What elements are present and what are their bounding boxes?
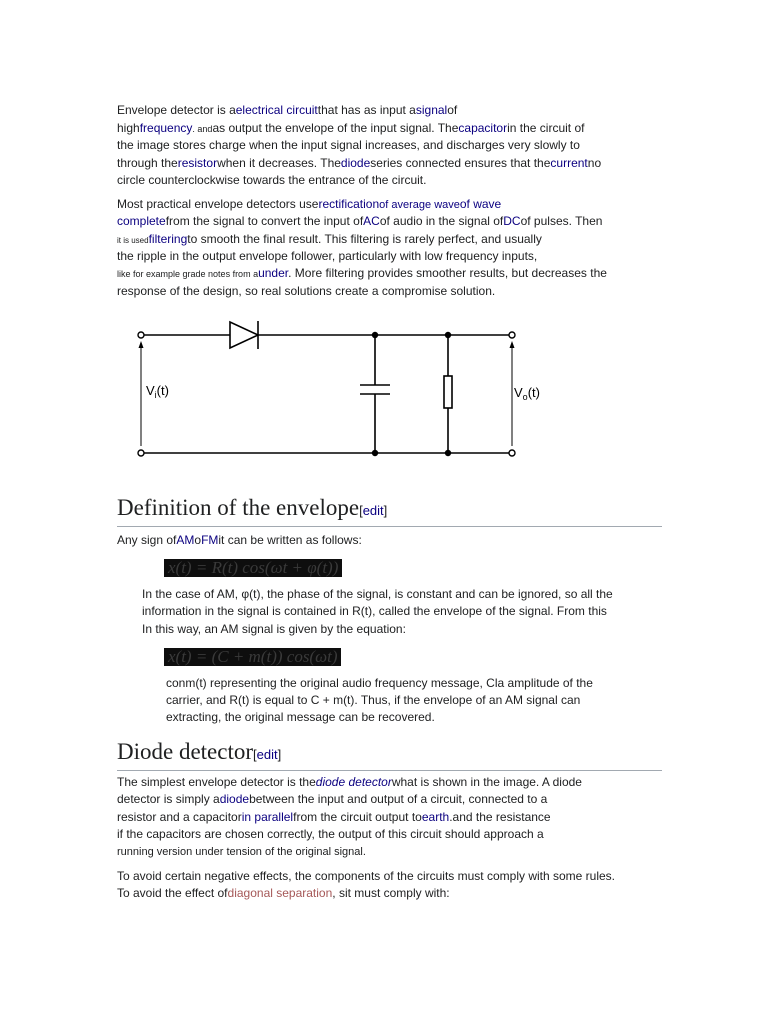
heading-definition-of-envelope: Definition of the envelope[edit]	[117, 494, 662, 527]
formula-am-fm-signal: x(t) = R(t) cos(ωt + φ(t))	[164, 559, 342, 577]
link-frequency[interactable]: frequency	[139, 121, 193, 135]
link-dc[interactable]: DC	[503, 214, 521, 228]
intro-p1-line-2: highfrequency. andas output the envelope of the input signal. Thecapacitorin the circuit of	[117, 121, 585, 135]
junction-node	[372, 450, 378, 456]
link-electrical-circuit[interactable]: electrical circuit	[235, 103, 318, 117]
edit-link-definition[interactable]: edit	[362, 503, 384, 518]
link-earth[interactable]: earth	[421, 810, 450, 824]
input-terminal-top	[138, 332, 144, 338]
heading-diode-detector: Diode detector[edit]	[117, 738, 662, 771]
intro-p2-line-2: completefrom the signal to convert the input ofACof audio in the signal ofDCof pulses. Then	[117, 214, 603, 228]
edit-section-link: [edit]	[359, 503, 388, 518]
intro-p2-line-3: it is usedfilteringto smooth the final result. This filtering is rarely perfect, and usually	[117, 232, 542, 246]
resistor-symbol	[444, 376, 452, 408]
link-signal[interactable]: signal	[415, 103, 448, 117]
link-diagonal-separation[interactable]: diagonal separation	[227, 886, 333, 900]
section1-line-1: Any sign ofAMoFMit can be written as follows:	[117, 533, 362, 547]
section2-line-1: The simplest envelope detector is thediode detectorwhat is shown in the image. A diode	[117, 775, 582, 789]
link-resistor[interactable]: resistor	[177, 156, 218, 170]
link-fm[interactable]: FM	[201, 533, 219, 547]
link-diode-2[interactable]: diode	[219, 792, 250, 806]
output-terminal-bottom	[509, 450, 515, 456]
section2-line-5: running version under tension of the original signal.	[117, 846, 366, 858]
intro-p1-line-5: circle counterclockwise towards the entrance of the circuit.	[117, 173, 427, 187]
link-current[interactable]: current	[550, 156, 588, 170]
output-voltage-label: $V_o(t)$	[514, 385, 540, 402]
link-ac[interactable]: AC	[363, 214, 380, 228]
section1-line-2: In the case of AM, φ(t), the phase of the signal, is constant and can be ignored, so all the	[142, 587, 613, 601]
section2-line-6: To avoid certain negative effects, the components of the circuits must comply with some rules.	[117, 869, 616, 883]
formula-am-equation: x(t) = (C + m(t)) cos(ωt)	[164, 648, 341, 666]
section2-line-4: if the capacitors are chosen correctly, the output of this circuit should approach a	[117, 827, 544, 841]
section2-line-7: To avoid the effect ofdiagonal separation, sit must comply with:	[117, 886, 450, 900]
link-in-parallel[interactable]: in parallel	[241, 810, 294, 824]
diode-symbol	[230, 322, 258, 348]
section1-line-5: conm(t) representing the original audio frequency message, Cla amplitude of the	[166, 676, 593, 690]
section1-line-6: carrier, and R(t) is equal to C + m(t). Thus, if the envelope of an AM signal can	[166, 693, 581, 707]
intro-p1-line-4: through theresistorwhen it decreases. Thediodeseries connected ensures that thecurrentno	[117, 156, 602, 170]
link-diode[interactable]: diode	[340, 156, 371, 170]
link-rectification[interactable]: rectification	[318, 197, 380, 211]
section1-line-7: extracting, the original message can be recovered.	[166, 710, 435, 724]
section1-line-3: information in the signal is contained in R(t), called the envelope of the signal. From this	[142, 604, 607, 618]
section2-line-2: detector is simply adiodebetween the input and output of a circuit, connected to a	[117, 792, 548, 806]
link-diode-detector[interactable]: diode detector	[315, 775, 392, 789]
link-of-wave[interactable]: of wave	[459, 197, 502, 211]
link-capacitor[interactable]: capacitor	[458, 121, 508, 135]
link-filtering[interactable]: filtering	[148, 232, 188, 246]
input-terminal-bottom	[138, 450, 144, 456]
output-terminal-top	[509, 332, 515, 338]
intro-p2-line-5: like for example grade notes from aunder. More filtering provides smoother results, but decreases the	[117, 266, 607, 280]
edit-link-diode-detector[interactable]: edit	[256, 747, 278, 762]
link-average-wave[interactable]: of average wave	[379, 199, 460, 211]
junction-node	[445, 332, 451, 338]
intro-p2-line-1: Most practical envelope detectors userectificationof average waveof wave	[117, 197, 502, 211]
input-voltage-label: $V_i(t)$	[146, 383, 169, 400]
link-under[interactable]: under	[258, 266, 289, 280]
intro-p2-line-4: the ripple in the output envelope follower, particularly with low frequency inputs,	[117, 249, 538, 263]
intro-p1-line-3: the image stores charge when the input signal increases, and discharges very slowly to	[117, 138, 580, 152]
intro-p1-line-1: Envelope detector is aelectrical circuitthat has as input asignalof	[117, 103, 458, 117]
section2-line-3: resistor and a capacitorin parallelfrom the circuit output toearth.and the resistance	[117, 810, 551, 824]
link-complete[interactable]: complete	[117, 214, 166, 228]
link-am[interactable]: AM	[176, 533, 195, 547]
edit-section-link: [edit]	[253, 747, 282, 762]
section1-line-4: In this way, an AM signal is given by the equation:	[142, 622, 406, 636]
envelope-detector-circuit-diagram	[130, 315, 540, 465]
junction-node	[445, 450, 451, 456]
junction-node	[372, 332, 378, 338]
intro-p2-line-6: response of the design, so real solutions create a compromise solution.	[117, 284, 496, 298]
